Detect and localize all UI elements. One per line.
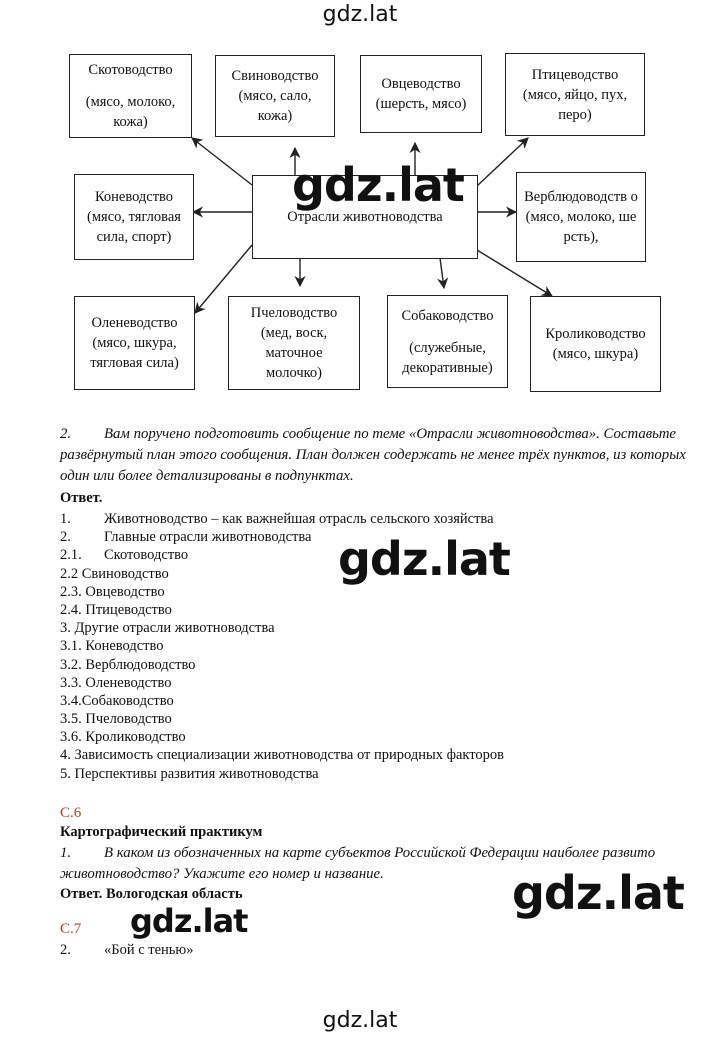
plan-item [60,746,504,764]
plan-item-text: 3.2. Верблюдоводство [60,656,196,673]
section-c7-item-text: «Бой с тенью» [104,942,194,958]
section-c6-question-number: 1. [60,845,72,861]
plan-item-text: 2.4. Птицеводство [60,601,172,618]
plan-item [60,656,504,674]
arrow-dogs [440,258,444,288]
node-cattle-title: Скотоводство [88,62,173,78]
section-c6-label: С.6 [60,805,82,821]
section-c6-answer: Ответ. Вологодская область [60,886,243,902]
node-camels [516,172,646,262]
watermark-top: gdz.lat [322,2,398,27]
node-pigs [215,55,335,137]
node-poultry-title: Птицеводство (мясо, яйцо, пух, перо) [522,66,628,123]
plan-item-text: 3.1. Коневодство [60,638,164,655]
node-sheep-title: Овцеводство (шерсть, мясо) [375,76,467,112]
node-rabbits-title: Кролиководство (мясо, шкура) [545,326,646,362]
answer-label: Ответ. [60,490,103,506]
node-dogs [387,295,508,388]
plan-item [60,710,504,728]
watermark-diagram: gdz.lat [292,158,464,212]
plan-item-text: 5. Перспективы развития животноводства [60,765,319,782]
question-2-text: Вам поручено подготовить сообщение по теме «Отрасли животноводства». Составьте развёрнутый план этого сообщения. План должен содержать не менее трёх пунктов, из которых один или более детализированы в подпунктах. [60,426,686,484]
question-2 [60,424,690,487]
section-c7-item-number: 2. [60,942,71,958]
plan-item-text: 3.3. Оленеводство [60,674,172,691]
plan-item-text: Животноводство – как важнейшая отрасль сельского хозяйства [104,511,494,527]
node-reindeer [74,296,195,390]
node-dogs-title: Собаководство [401,307,494,324]
plan-item-text: 3. Другие отрасли животноводства [60,620,275,637]
plan-item [60,619,504,637]
plan-item-text: 3.5. Пчеловодство [60,711,172,728]
section-c6-question-text: В каком из обозначенных на карте субъектов Российской Федерации наиболее развито животноводство? Укажите его номер и название. [60,845,656,882]
node-dogs-sub: (служебные, декоративные) [402,339,493,376]
plan-item-text: 3.4.Собаководство [60,692,174,709]
section-c7-item [60,942,194,959]
watermark-c6: gdz.lat [512,866,684,920]
watermark-plan: gdz.lat [338,532,510,586]
plan-item-text: 4. Зависимость специализации животноводства от природных факторов [60,747,505,764]
plan-item-text: 2.3. Овцеводство [60,583,165,600]
node-bees-title: Пчеловодство (мед, воск, маточное молочко) [250,305,338,381]
arrow-cattle [192,138,252,185]
node-cattle-sub: (мясо, молоко, кожа) [85,94,176,130]
node-pigs-title: Свиноводство (мясо, сало, кожа) [231,68,319,124]
plan-item [60,510,504,528]
watermark-bottom: gdz.lat [322,1008,398,1033]
node-cattle [69,54,192,138]
plan-item-text: 2.2 Свиноводство [60,565,169,582]
plan-item [60,728,504,746]
center-label: Отрасли животноводства [287,209,443,225]
plan-item [60,692,504,710]
section-c7-label: С.7 [60,921,82,937]
plan-item [60,765,504,783]
plan-item-text: Скотоводство [104,547,189,564]
node-reindeer-title: Оленеводство (мясо, шкура, тягловая сила) [90,315,179,371]
plan-item [60,674,504,692]
node-bees [228,296,360,390]
plan-item [60,601,504,619]
plan-item-text: Главные отрасли животноводства [104,529,312,546]
plan-item-number: 2.1. [60,547,82,564]
node-poultry [505,53,645,136]
plan-item-text: 3.6. Кролиководство [60,729,186,746]
plan-item [60,637,504,655]
node-horses-title: Коневодство (мясо, тягловая сила, спорт) [87,189,181,245]
node-horses [74,174,194,260]
question-2-number: 2. [60,426,72,442]
plan-item-number: 1. [60,511,71,527]
node-sheep [360,55,482,133]
node-camels-title: Верблюдоводств о (мясо, молоко, шерсть), [524,189,638,245]
node-rabbits [530,296,661,392]
section-c6-heading: Картографический практикум [60,824,263,840]
plan-item-number: 2. [60,529,71,546]
watermark-c7: gdz.lat [130,902,248,940]
